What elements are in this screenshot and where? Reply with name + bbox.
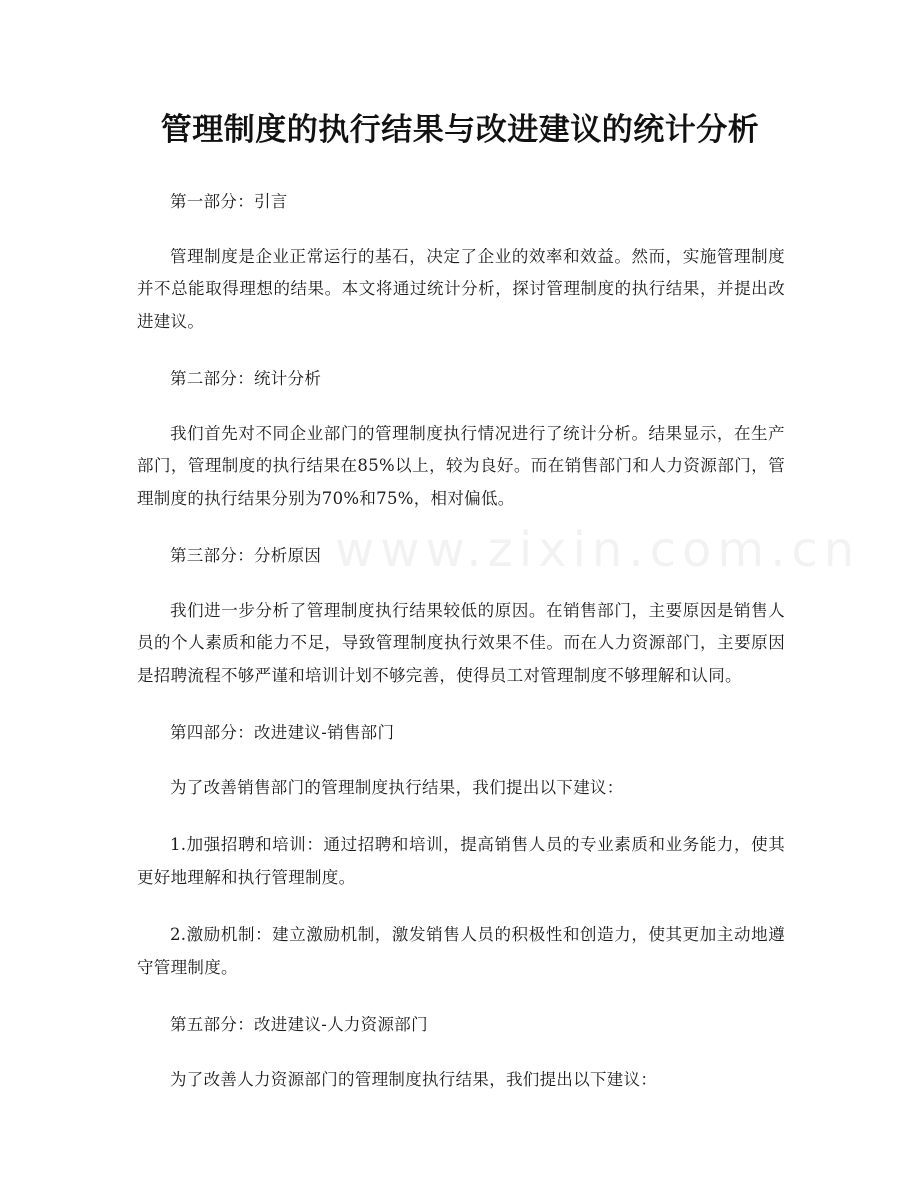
- list-item-recruit-training: 1.加强招聘和培训：通过招聘和培训，提高销售人员的专业素质和业务能力，使其更好地理解和执行管理制度。: [137, 835, 785, 887]
- document-title: 管理制度的执行结果与改进建议的统计分析: [160, 112, 760, 148]
- section-heading-3: 第三部分：分析原因: [170, 546, 322, 565]
- paragraph-statistics: 我们首先对不同企业部门的管理制度执行情况进行了统计分析。结果显示，在生产部门，管理制度的执行结果在85%以上，较为良好。而在销售部门和人力资源部门，管理制度的执行结果分别为70%和75%，相对偏低。: [137, 423, 785, 508]
- paragraph-intro: 管理制度是企业正常运行的基石，决定了企业的效率和效益。然而，实施管理制度并不总能取得理想的结果。本文将通过统计分析，探讨管理制度的执行结果，并提出改进建议。: [137, 246, 785, 331]
- watermark: www.zixin.com.cn: [335, 522, 861, 578]
- paragraph-causes: 我们进一步分析了管理制度执行结果较低的原因。在销售部门，主要原因是销售人员的个人素质和能力不足，导致管理制度执行效果不佳。而在人力资源部门，主要原因是招聘流程不够严谨和培训计划不够完善，使得员工对管理制度不够理解和认同。: [137, 600, 785, 685]
- paragraph-sales-intro: 为了改善销售部门的管理制度执行结果，我们提出以下建议：: [170, 777, 624, 797]
- section-heading-1: 第一部分：引言: [170, 192, 288, 211]
- list-item-incentive: 2.激励机制：建立激励机制，激发销售人员的积极性和创造力，使其更加主动地遵守管理制度。: [137, 925, 785, 977]
- document-body: [137, 186, 785, 1121]
- paragraph-hr-intro: 为了改善人力资源部门的管理制度执行结果，我们提出以下建议：: [170, 1069, 658, 1089]
- section-heading-2: 第二部分：统计分析: [170, 369, 322, 388]
- section-heading-4: 第四部分：改进建议-销售部门: [170, 723, 395, 742]
- section-heading-5: 第五部分：改进建议-人力资源部门: [170, 1015, 428, 1034]
